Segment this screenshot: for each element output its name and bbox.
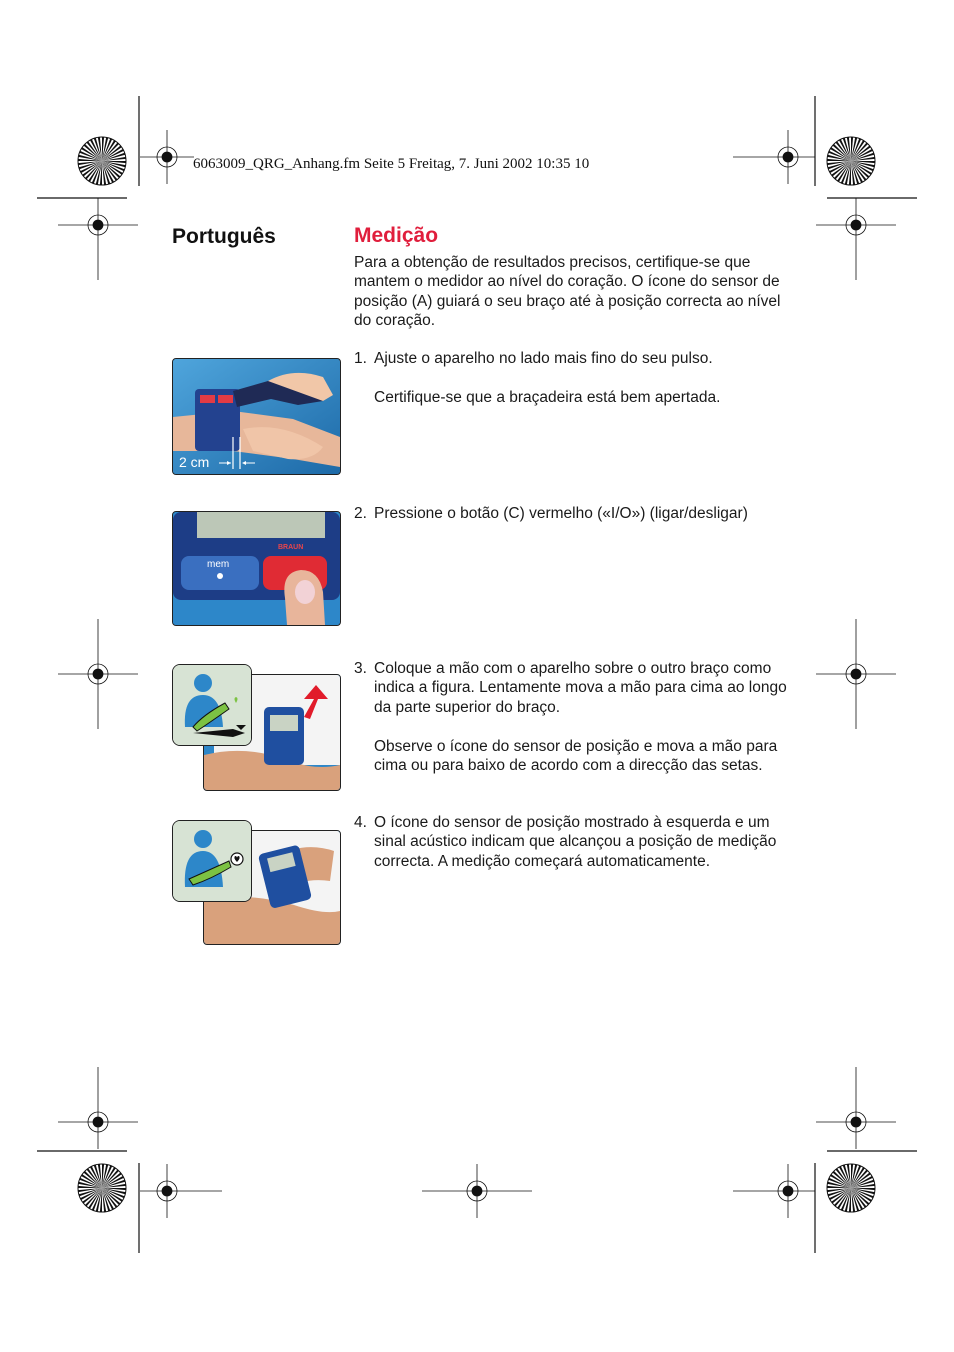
section-title: Medição xyxy=(354,224,439,247)
file-info-header: 6063009_QRG_Anhang.fm Seite 5 Freitag, 7. Juni 2002 10:35 10 xyxy=(193,156,590,172)
step-2 xyxy=(354,504,789,523)
wrist-cuff-photo xyxy=(172,358,341,475)
star-target-icon xyxy=(826,136,876,186)
star-target-icon xyxy=(77,1163,127,1213)
distance-label: 2 cm xyxy=(179,454,210,470)
device-buttons-photo xyxy=(172,511,341,626)
star-target-icon xyxy=(77,136,127,186)
position-sensor-icon-up xyxy=(172,664,252,746)
step-text: Pressione o botão (C) vermelho («I/O») (ligar/desligar) xyxy=(374,505,748,522)
step-number: 3. xyxy=(354,660,367,677)
step-note: Certifique-se que a braçadeira está bem apertada. xyxy=(374,388,721,406)
step-note: Observe o ícone do sensor de posição e mova a mão para cima ou para baixo de acordo com a direcção das setas. xyxy=(374,737,778,775)
star-target-icon xyxy=(826,1163,876,1213)
step-4 xyxy=(354,813,789,871)
step-text: Ajuste o aparelho no lado mais fino do seu pulso. xyxy=(374,350,713,367)
intro-paragraph: Para a obtenção de resultados precisos, certifique-se que mantem o medidor ao nível do coração. O ícone do sensor de posição (A) guiará o seu braço até à posição correcta ao nível do coração. xyxy=(354,254,781,330)
brand-logo: BRAUN xyxy=(278,544,304,551)
step-1 xyxy=(354,349,789,407)
step-number: 2. xyxy=(354,505,367,522)
step-number: 1. xyxy=(354,350,367,367)
mem-button-label: mem xyxy=(207,559,230,570)
step-text: Coloque a mão com o aparelho sobre o outro braço como indica a figura. Lentamente mova a mão para cima ao longo da parte superior do braço. xyxy=(374,660,787,716)
step-3 xyxy=(354,659,789,775)
language-heading: Português xyxy=(172,225,276,248)
step-number: 4. xyxy=(354,814,367,831)
step-text: O ícone do sensor de posição mostrado à esquerda e um sinal acústico indicam que alcançou a posição de medição correcta. A medição começará automaticamente. xyxy=(374,814,777,870)
position-sensor-icon-correct xyxy=(172,820,252,902)
device-buttons-illustration xyxy=(173,512,340,625)
